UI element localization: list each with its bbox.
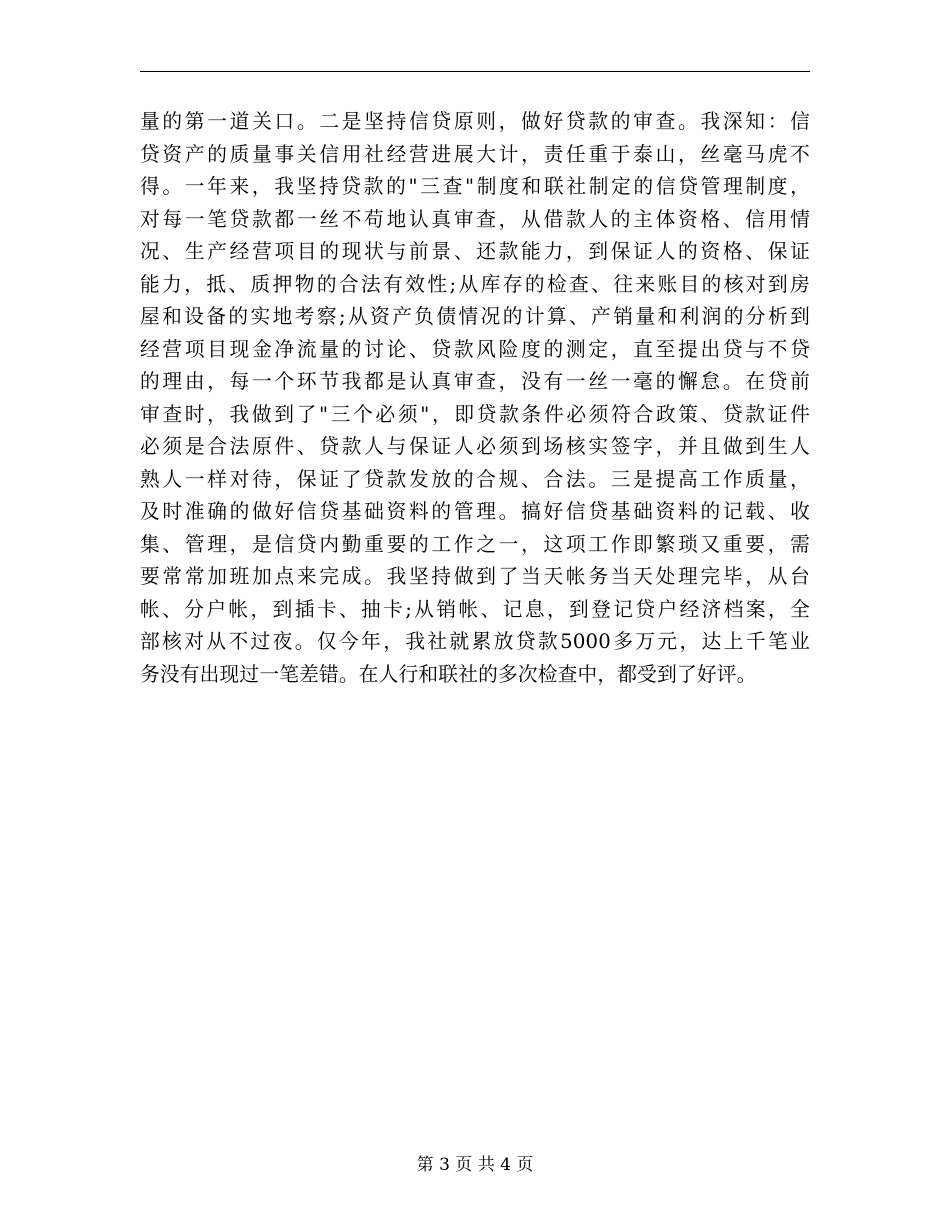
text-line: 及时准确的做好信贷基础资料的管理。搞好信贷基础资料的记载、收 <box>140 500 810 523</box>
text-line: 熟人一样对待，保证了贷款发放的合规、合法。三是提高工作质量， <box>140 467 810 491</box>
text-line: 的理由，每一个环节我都是认真审查，没有一丝一毫的懈怠。在贷前 <box>140 370 810 393</box>
text-line: 能力，抵、质押物的合法有效性;从库存的检查、往来账目的核对到房 <box>140 272 810 296</box>
text-line: 帐、分户帐，到插卡、抽卡;从销帐、记息，到登记贷户经济档案，全 <box>140 597 810 621</box>
text-line: 必须是合法原件、贷款人与保证人必须到场核实签字，并且做到生人 <box>140 435 810 458</box>
text-line: 贷资产的质量事关信用社经营进展大计，责任重于泰山，丝毫马虎不 <box>140 142 810 166</box>
page-number-footer: 第 3 页 共 4 页 <box>416 1155 534 1175</box>
text-line: 务没有出现过一笔差错。在人行和联社的多次检查中，都受到了好评。 <box>140 662 757 686</box>
text-line: 集、管理，是信贷内勤重要的工作之一，这项工作即繁琐又重要，需 <box>140 532 810 556</box>
text-line: 量的第一道关口。二是坚持信贷原则，做好贷款的审查。我深知：信 <box>140 110 810 133</box>
body-paragraph <box>140 106 810 691</box>
text-line: 部核对从不过夜。仅今年，我社就累放贷款5000多万元，达上千笔业 <box>140 630 810 653</box>
text-line: 要常常加班加点来完成。我坚持做到了当天帐务当天处理完毕，从台 <box>140 565 810 588</box>
text-line: 审查时，我做到了"三个必须"，即贷款条件必须符合政策、贷款证件 <box>140 402 810 426</box>
text-line: 对每一笔贷款都一丝不苟地认真审查，从借款人的主体资格、信用情 <box>140 207 810 231</box>
text-line: 况、生产经营项目的现状与前景、还款能力，到保证人的资格、保证 <box>140 240 810 263</box>
text-line: 得。一年来，我坚持贷款的"三查"制度和联社制定的信贷管理制度， <box>140 175 810 198</box>
text-line: 经营项目现金净流量的讨论、贷款风险度的测定，直至提出贷与不贷 <box>140 337 810 361</box>
text-line: 屋和设备的实地考察;从资产负债情况的计算、产销量和利润的分析到 <box>140 305 810 328</box>
header-rule <box>140 71 810 72</box>
